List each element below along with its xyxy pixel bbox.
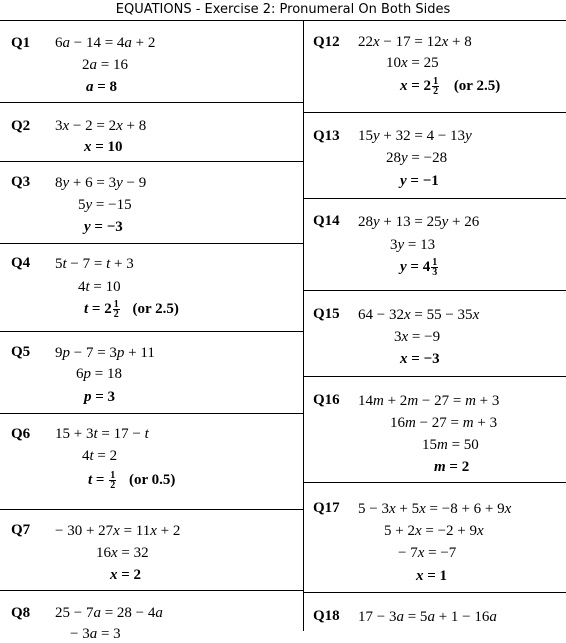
answer-line: a = 8 <box>86 79 118 95</box>
equation-line: 3x = −9 <box>394 329 441 345</box>
equation-line: 14m + 2m − 27 = m + 3 <box>358 393 500 409</box>
equation-line: 10x = 25 <box>386 55 439 71</box>
answer-line: x = 2 <box>110 567 142 583</box>
equation-line: 17 − 3a = 5a + 1 − 16a <box>358 609 497 625</box>
equation-line: 22x − 17 = 12x + 8 <box>358 34 472 50</box>
question-q1 <box>0 21 303 103</box>
fraction-denominator: 3 <box>432 267 438 279</box>
fraction-numerator: 1 <box>113 299 119 311</box>
equation-line: 15 + 3t = 17 − t <box>55 426 149 442</box>
fraction <box>431 258 438 277</box>
question-label: Q2 <box>11 118 31 134</box>
question-q5 <box>0 332 303 414</box>
equation-line: 5 − 3x + 5x = −8 + 6 + 9x <box>358 501 512 517</box>
answer-line <box>88 471 175 490</box>
question-label: Q5 <box>11 344 31 360</box>
question-label: Q18 <box>313 608 340 624</box>
equation-line: 64 − 32x = 55 − 35x <box>358 307 480 323</box>
question-label: Q6 <box>11 426 31 442</box>
question-label: Q14 <box>313 213 340 229</box>
equation-line: 15y + 32 = 4 − 13y <box>358 128 472 144</box>
question-label: Q3 <box>11 174 31 190</box>
answer-line <box>400 77 500 96</box>
answer-line: x = 10 <box>84 139 123 155</box>
equation-line: 8y + 6 = 3y − 9 <box>55 175 147 191</box>
answer-line: x = 1 <box>416 568 448 584</box>
equation-line: 4t = 10 <box>78 279 121 295</box>
equation-line: 6p = 18 <box>76 366 122 382</box>
question-label: Q17 <box>313 500 340 516</box>
question-label: Q12 <box>313 34 340 50</box>
question-q6 <box>0 414 303 510</box>
question-label: Q13 <box>313 128 340 144</box>
equation-line: 16m − 27 = m + 3 <box>390 415 498 431</box>
answer-whole: t = 2 <box>84 301 112 317</box>
question-label: Q15 <box>313 306 340 322</box>
equation-line: 4t = 2 <box>82 448 118 464</box>
answer-line: m = 2 <box>434 459 470 475</box>
question-q7 <box>0 510 303 591</box>
decimal-equivalent: (or 2.5) <box>453 78 501 94</box>
equation-line: − 7x = −7 <box>398 545 457 561</box>
question-q14 <box>304 199 566 291</box>
question-q3 <box>0 162 303 244</box>
equation-line: − 3a = 3 <box>70 626 121 642</box>
fraction-numerator: 1 <box>433 76 439 88</box>
equation-line: 16x = 32 <box>96 545 149 561</box>
page-title: EQUATIONS - Exercise 2: Pronumeral On Both Sides <box>115 2 451 17</box>
equation-line: 5t − 7 = t + 3 <box>55 256 134 272</box>
equation-line: 15m = 50 <box>422 437 479 453</box>
equation-line: 28y = −28 <box>386 150 448 166</box>
answer-line: y = −3 <box>84 219 123 235</box>
fraction-numerator: 1 <box>432 257 438 269</box>
fraction-denominator: 2 <box>113 309 119 321</box>
equation-line: 3y = 13 <box>390 237 436 253</box>
question-q8 <box>0 591 303 642</box>
equation-line: 9p − 7 = 3p + 11 <box>55 345 155 361</box>
equation-line: 6a − 14 = 4a + 2 <box>55 35 156 51</box>
answers-grid <box>0 20 566 642</box>
question-q15 <box>304 291 566 377</box>
answer-line: p = 3 <box>84 389 116 405</box>
answer-line <box>84 300 179 319</box>
answer-whole: y = 4 <box>400 259 431 275</box>
answer-line: x = −3 <box>400 351 440 367</box>
fraction <box>432 77 439 96</box>
fraction-numerator: 1 <box>110 470 116 482</box>
answer-prefix: t = <box>88 472 105 488</box>
question-q13 <box>304 113 566 199</box>
question-q16 <box>304 377 566 483</box>
equation-line: 28y + 13 = 25y + 26 <box>358 214 480 230</box>
question-q17 <box>304 483 566 593</box>
question-label: Q7 <box>11 522 31 538</box>
question-label: Q1 <box>11 35 31 51</box>
question-q2 <box>0 103 303 162</box>
equation-line: − 30 + 27x = 11x + 2 <box>55 523 181 539</box>
question-label: Q16 <box>313 392 340 408</box>
equation-line: 5y = −15 <box>78 197 132 213</box>
fraction-denominator: 2 <box>110 480 116 492</box>
decimal-equivalent: (or 2.5) <box>132 301 179 317</box>
question-label: Q4 <box>11 255 31 271</box>
equation-line: 25 − 7a = 28 − 4a <box>55 605 163 621</box>
fraction <box>113 300 120 319</box>
equation-line: 5 + 2x = −2 + 9x <box>384 523 484 539</box>
fraction-denominator: 2 <box>433 86 439 98</box>
answer-line: y = −1 <box>400 173 439 189</box>
answer-line <box>400 258 439 277</box>
answer-whole: x = 2 <box>400 78 432 94</box>
equation-line: 2a = 16 <box>82 57 128 73</box>
question-q4 <box>0 244 303 332</box>
question-q12 <box>304 21 566 113</box>
decimal-equivalent: (or 0.5) <box>128 472 176 488</box>
equation-line: 3x − 2 = 2x + 8 <box>55 118 147 134</box>
question-q18 <box>304 593 566 631</box>
question-label: Q8 <box>11 605 31 621</box>
fraction <box>109 471 116 490</box>
